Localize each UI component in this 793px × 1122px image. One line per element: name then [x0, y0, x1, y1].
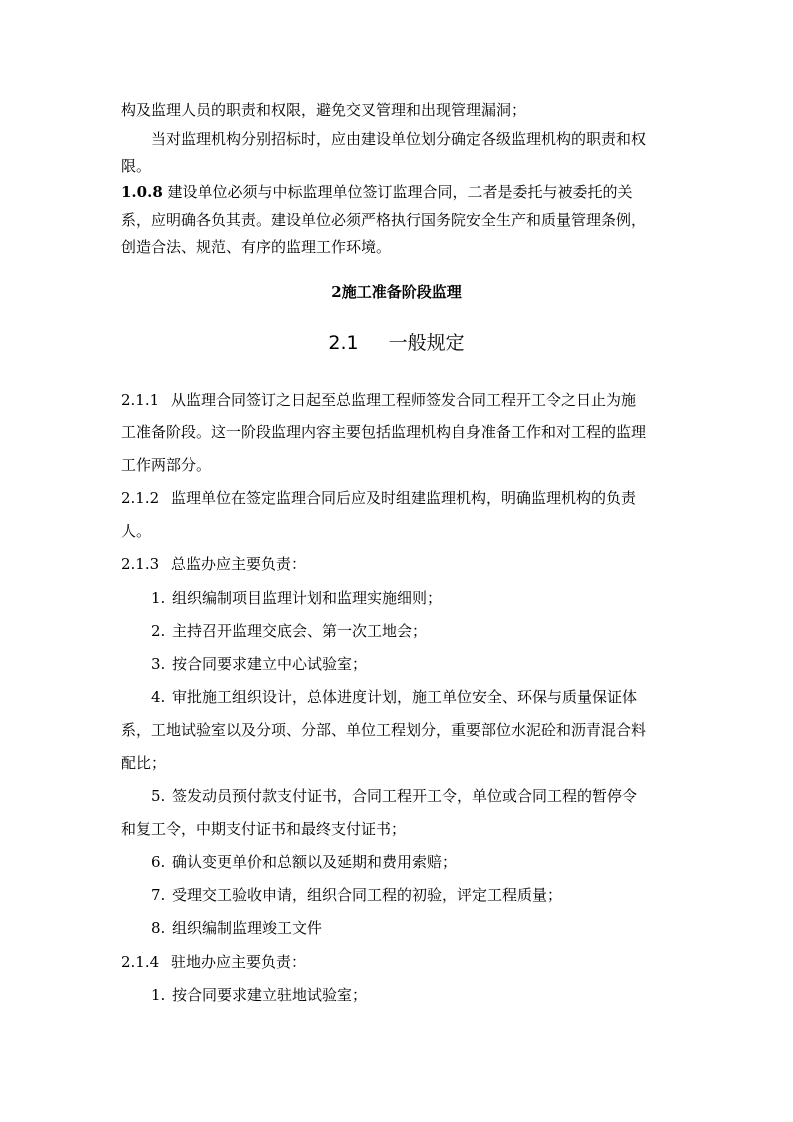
clause-2-1-1: 2.1.1 从监理合同签订之日起至总监理工程师签发合同工程开工令之日止为施 — [121, 391, 637, 409]
clause-number: 1.0.8 — [121, 183, 163, 201]
paragraph-line: 配比； — [121, 754, 167, 772]
paragraph-line: 人。 — [121, 522, 152, 540]
list-item: 2. 主持召开监理交底会、第一次工地会； — [151, 622, 428, 640]
subsection-title: 2.1 一般规定 — [328, 332, 465, 354]
list-item: 5. 签发动员预付款支付证书，合同工程开工令，单位或合同工程的暂停令 — [151, 787, 638, 805]
clause-2-1-4: 2.1.4 驻地办应主要负责： — [121, 953, 307, 971]
paragraph-line: 限。 — [121, 157, 152, 175]
clause-number: 2.1.3 — [121, 555, 160, 573]
list-item: 8. 组织编制监理竣工文件 — [151, 919, 323, 937]
paragraph-line: 系，应明确各负其责。建设单位必须严格执行国务院安全生产和质量管理条例， — [121, 211, 647, 229]
paragraph-line: 构及监理人员的职责和权限，避免交叉管理和出现管理漏洞； — [121, 101, 527, 119]
list-item: 3. 按合同要求建立中心试验室； — [151, 655, 368, 673]
paragraph-line: 创造合法、规范、有序的监理工作环境。 — [121, 238, 392, 256]
paragraph-line: 工作两部分。 — [121, 456, 212, 474]
paragraph-line: 系，工地试验室以及分项、分部、单位工程划分，重要部位水泥砼和沥青混合料 — [121, 721, 647, 739]
list-item: 7. 受理交工验收申请，组织合同工程的初验，评定工程质量； — [151, 886, 563, 904]
paragraph-line: 当对监理机构分别招标时，应由建设单位划分确定各级监理机构的职责和权 — [151, 130, 647, 148]
list-item: 1. 按合同要求建立驻地试验室； — [151, 986, 368, 1004]
paragraph-line: 工准备阶段。这一阶段监理内容主要包括监理机构自身准备工作和对工程的监理 — [121, 423, 647, 441]
clause-number: 2.1.2 — [121, 489, 160, 507]
clause-number: 2.1.4 — [121, 953, 160, 971]
clause-1-0-8: 1.0.8 建设单位必须与中标监理单位签订监理合同，二者是委托与被委托的关 — [121, 183, 633, 201]
list-item: 1. 组织编制项目监理计划和监理实施细则； — [151, 589, 443, 607]
clause-2-1-3: 2.1.3 总监办应主要负责： — [121, 555, 307, 573]
list-item: 4. 审批施工组织设计，总体进度计划，施工单位安全、环保与质量保证体 — [151, 688, 638, 706]
clause-2-1-2: 2.1.2 监理单位在签定监理合同后应及时组建监理机构，明确监理机构的负责 — [121, 489, 637, 507]
list-item: 6. 确认变更单价和总额以及延期和费用索赔； — [151, 853, 458, 871]
paragraph-line: 和复工令，中期支付证书和最终支付证书； — [121, 820, 407, 838]
clause-number: 2.1.1 — [121, 391, 160, 409]
section-title: 2施工准备阶段监理 — [331, 283, 462, 301]
